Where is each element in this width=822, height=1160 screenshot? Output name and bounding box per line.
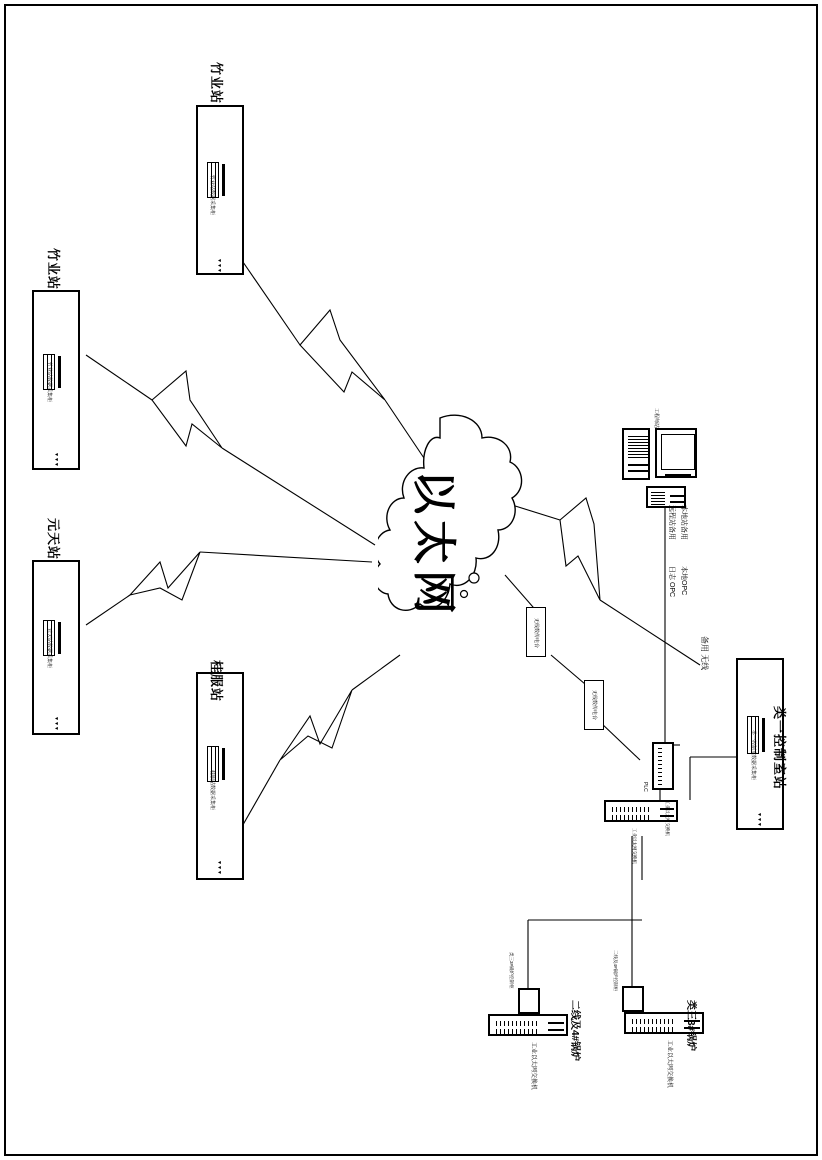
station-foot-guifu: ▼▼▼: [216, 860, 222, 875]
server-led-2: [670, 501, 684, 503]
boiler-3-cabinet: [518, 988, 540, 1014]
switch-main: [652, 742, 674, 790]
boiler-3-led-2: [548, 1029, 564, 1031]
radio-label-upper: 无线数传电台: [533, 618, 539, 649]
computer-tower: [622, 428, 650, 480]
tower-slot-2: [628, 470, 648, 472]
boiler-2-ports-2: [632, 1027, 676, 1032]
station-foot-bamboo-left: ▼▼▼: [53, 452, 59, 467]
station-box-guifu: [196, 672, 244, 880]
switch-sub-ports: [612, 807, 652, 812]
pc-label-log-opc: 日志 OPC: [668, 566, 675, 598]
boiler-3-ports: [496, 1021, 540, 1026]
station-label-wutian: 元天站: [46, 518, 61, 561]
boiler-2-ports-label: 工业以太网交换机: [666, 1040, 672, 1089]
cloud-label: 以太网: [409, 470, 458, 620]
station-foot-bamboo-upper: ▼▼▼: [216, 258, 222, 273]
rack-indicator-bamboo-upper: [222, 164, 225, 196]
switch-sub-label: 工业以太网交换机: [632, 828, 637, 864]
pc-label-local-opc: 本地OPC: [680, 566, 687, 596]
monitor-screen: [661, 434, 695, 470]
tower-vents: [628, 436, 648, 458]
rack-indicator-control-1: [762, 718, 765, 752]
station-desc-bamboo-upper: 竹业站数据采集柜: [209, 175, 215, 216]
boiler-3-title: 类三3#锅炉: [685, 1000, 696, 1052]
server-vents: [651, 492, 665, 506]
monitor: [655, 428, 697, 478]
station-label-control-1: 类一控制室站: [772, 706, 787, 791]
station-desc-wutian: 元天站数据采集柜: [46, 628, 52, 669]
station-label-bamboo-upper: 竹业站: [209, 62, 224, 105]
engineer-station-label: 工程师站: [653, 408, 659, 429]
station-desc-control-1: 类一控制室数据采集柜: [750, 730, 756, 781]
plc-label: PLC: [642, 782, 648, 792]
boiler-3-led: [548, 1022, 564, 1024]
boiler-3-ports-2: [496, 1029, 540, 1034]
boiler-3-cabinet-label: 类三3#锅炉控制柜: [509, 952, 514, 989]
monitor-stand: [665, 474, 691, 476]
boiler-2-cabinet-label: 二线及4#锅炉控制柜: [613, 950, 618, 992]
station-foot-control-1: ▼▼▼: [756, 812, 762, 827]
station-label-guifu: 桂服站: [209, 660, 224, 703]
boiler-3-ports-label: 工业以太网交换机: [530, 1042, 536, 1091]
boiler-2-title: 二线及4#锅炉: [569, 1000, 580, 1062]
station-box-bamboo-upper: [196, 105, 244, 275]
tower-slot: [628, 464, 648, 466]
rack-indicator-guifu: [222, 748, 225, 780]
station-desc-bamboo-left: 竹业站数据采集柜: [46, 362, 52, 403]
pc-label-remote-backup: 远程站备用: [668, 505, 675, 540]
pc-label-local-backup: 本地站备用: [680, 505, 687, 540]
switch-main-ports: [658, 748, 662, 788]
station-label-bamboo-left: 竹业站: [46, 248, 61, 291]
rack-indicator-bamboo-left: [58, 356, 61, 388]
radio-label-lower: 无线数传电台: [591, 690, 597, 721]
station-foot-wutian: ▼▼▼: [53, 716, 59, 731]
server-led: [670, 495, 684, 497]
boiler-2-ports: [632, 1019, 676, 1024]
switch-sub-ports-2: [612, 815, 652, 820]
boiler-3-rack: [488, 1014, 568, 1036]
station-desc-guifu: 桂服站数据采集柜: [209, 770, 215, 811]
boiler-2-cabinet: [622, 986, 644, 1012]
station-box-bamboo-left: [32, 290, 80, 470]
switch-main-label: 工业以太网交换机: [665, 800, 670, 836]
station-box-wutian: [32, 560, 80, 735]
rack-indicator-wutian: [58, 622, 61, 654]
wireless-backup-label: 备用 无线: [700, 636, 709, 671]
